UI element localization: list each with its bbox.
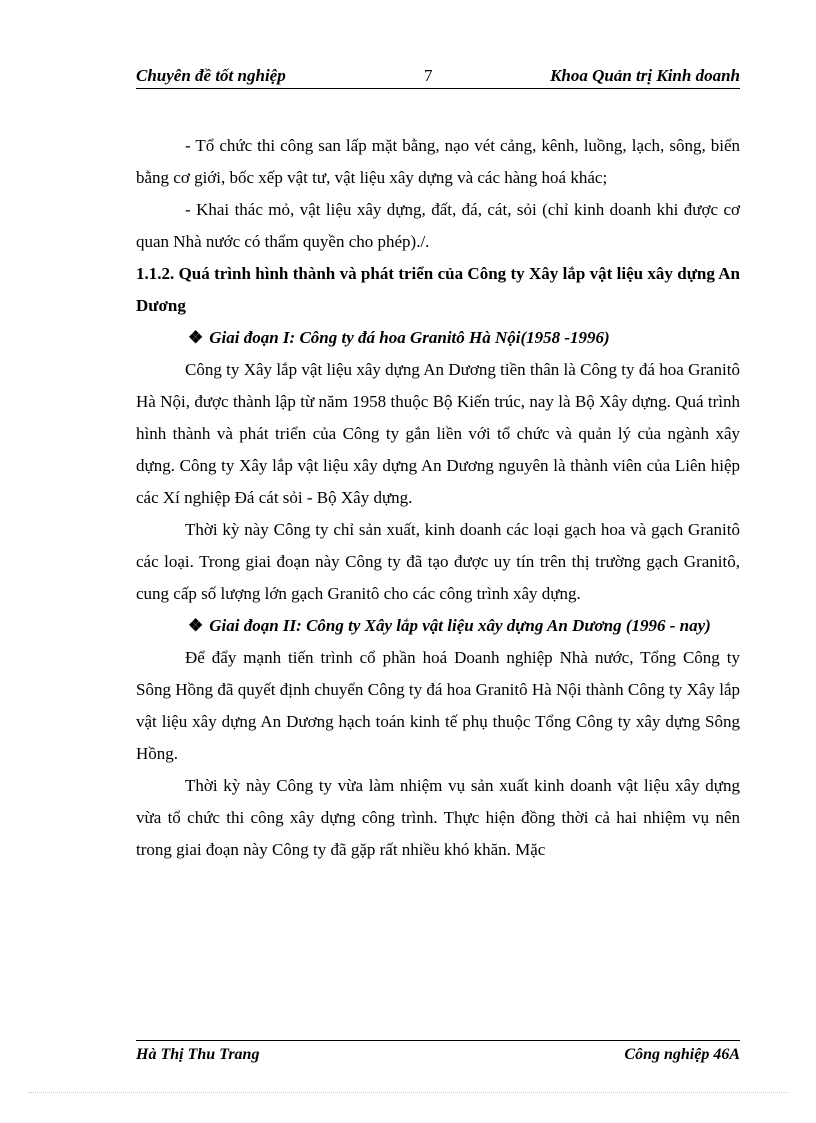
page-boundary-divider xyxy=(28,1092,788,1093)
page-number: 7 xyxy=(424,66,433,85)
stage2-title: Giai đoạn II: Công ty Xây lắp vật liệu xây dựng An Dương (1996 - nay) xyxy=(209,616,711,635)
page-header xyxy=(136,64,740,89)
diamond-bullet-icon: ❖ xyxy=(188,616,204,635)
section-heading: 1.1.2. Quá trình hình thành và phát triển của Công ty Xây lắp vật liệu xây dựng An Dương xyxy=(136,264,740,315)
stage1-title: Giai đoạn I: Công ty đá hoa Granitô Hà Nội(1958 -1996) xyxy=(209,328,610,347)
footer-author: Hà Thị Thu Trang xyxy=(136,1046,260,1063)
bullet-item-construction: - Tổ chức thi công san lấp mặt bằng, nạo vét cảng, kênh, luồng, lạch, sông, biển bằng cơ giới, bốc xếp vật tư, vật liệu xây dựng và các hàng hoá khác; xyxy=(136,136,740,187)
paragraph-stage1-products: Thời kỳ này Công ty chỉ sản xuất, kinh doanh các loại gạch hoa và gạch Granitô các loại. Trong giai đoạn này Công ty đã tạo được uy tín trên thị trường gạch Granitô, cung cấp số lượng lớn gạch Granitô cho các công trình xây dựng. xyxy=(136,520,740,603)
stage2-heading xyxy=(136,610,740,642)
document-body xyxy=(136,130,740,866)
paragraph-restructuring: Để đẩy mạnh tiến trình cổ phần hoá Doanh nghiệp Nhà nước, Tổng Công ty Sông Hồng đã quyết định chuyển Công ty đá hoa Granitô Hà Nội thành Công ty Xây lắp vật liệu xây dựng An Dương hạch toán kinh tế phụ thuộc Tổng Công ty xây dựng Sông Hồng. xyxy=(136,648,740,763)
diamond-bullet-icon: ❖ xyxy=(188,328,204,347)
header-thesis-title: Chuyên đề tốt nghiệp xyxy=(136,66,286,85)
paragraph-stage2-tasks: Thời kỳ này Công ty vừa làm nhiệm vụ sản xuất kinh doanh vật liệu xây dựng vừa tổ chức thi công xây dựng công trình. Thực hiện đồng thời cả hai nhiệm vụ nên trong giai đoạn này Công ty đã gặp rất nhiều khó khăn. Mặc xyxy=(136,776,740,859)
footer-class: Công nghiệp 46A xyxy=(624,1046,740,1063)
bullet-item-mining: - Khai thác mỏ, vật liệu xây dựng, đất, đá, cát, sỏi (chỉ kinh doanh khi được cơ quan Nhà nước có thẩm quyền cho phép)./. xyxy=(136,200,740,251)
stage1-heading xyxy=(136,322,740,354)
page-footer xyxy=(136,1040,740,1069)
header-faculty: Khoa Quản trị Kinh doanh xyxy=(550,66,740,85)
paragraph-history: Công ty Xây lắp vật liệu xây dựng An Dương tiền thân là Công ty đá hoa Granitô Hà Nội, được thành lập từ năm 1958 thuộc Bộ Kiến trúc, nay là Bộ Xây dựng. Quá trình hình thành và phát triển của Công ty gắn liền với tổ chức và quản lý của ngành xây dựng. Công ty Xây lắp vật liệu xây dựng An Dương nguyên là thành viên của Liên hiệp các Xí nghiệp Đá cát sỏi - Bộ Xây dựng. xyxy=(136,360,740,507)
